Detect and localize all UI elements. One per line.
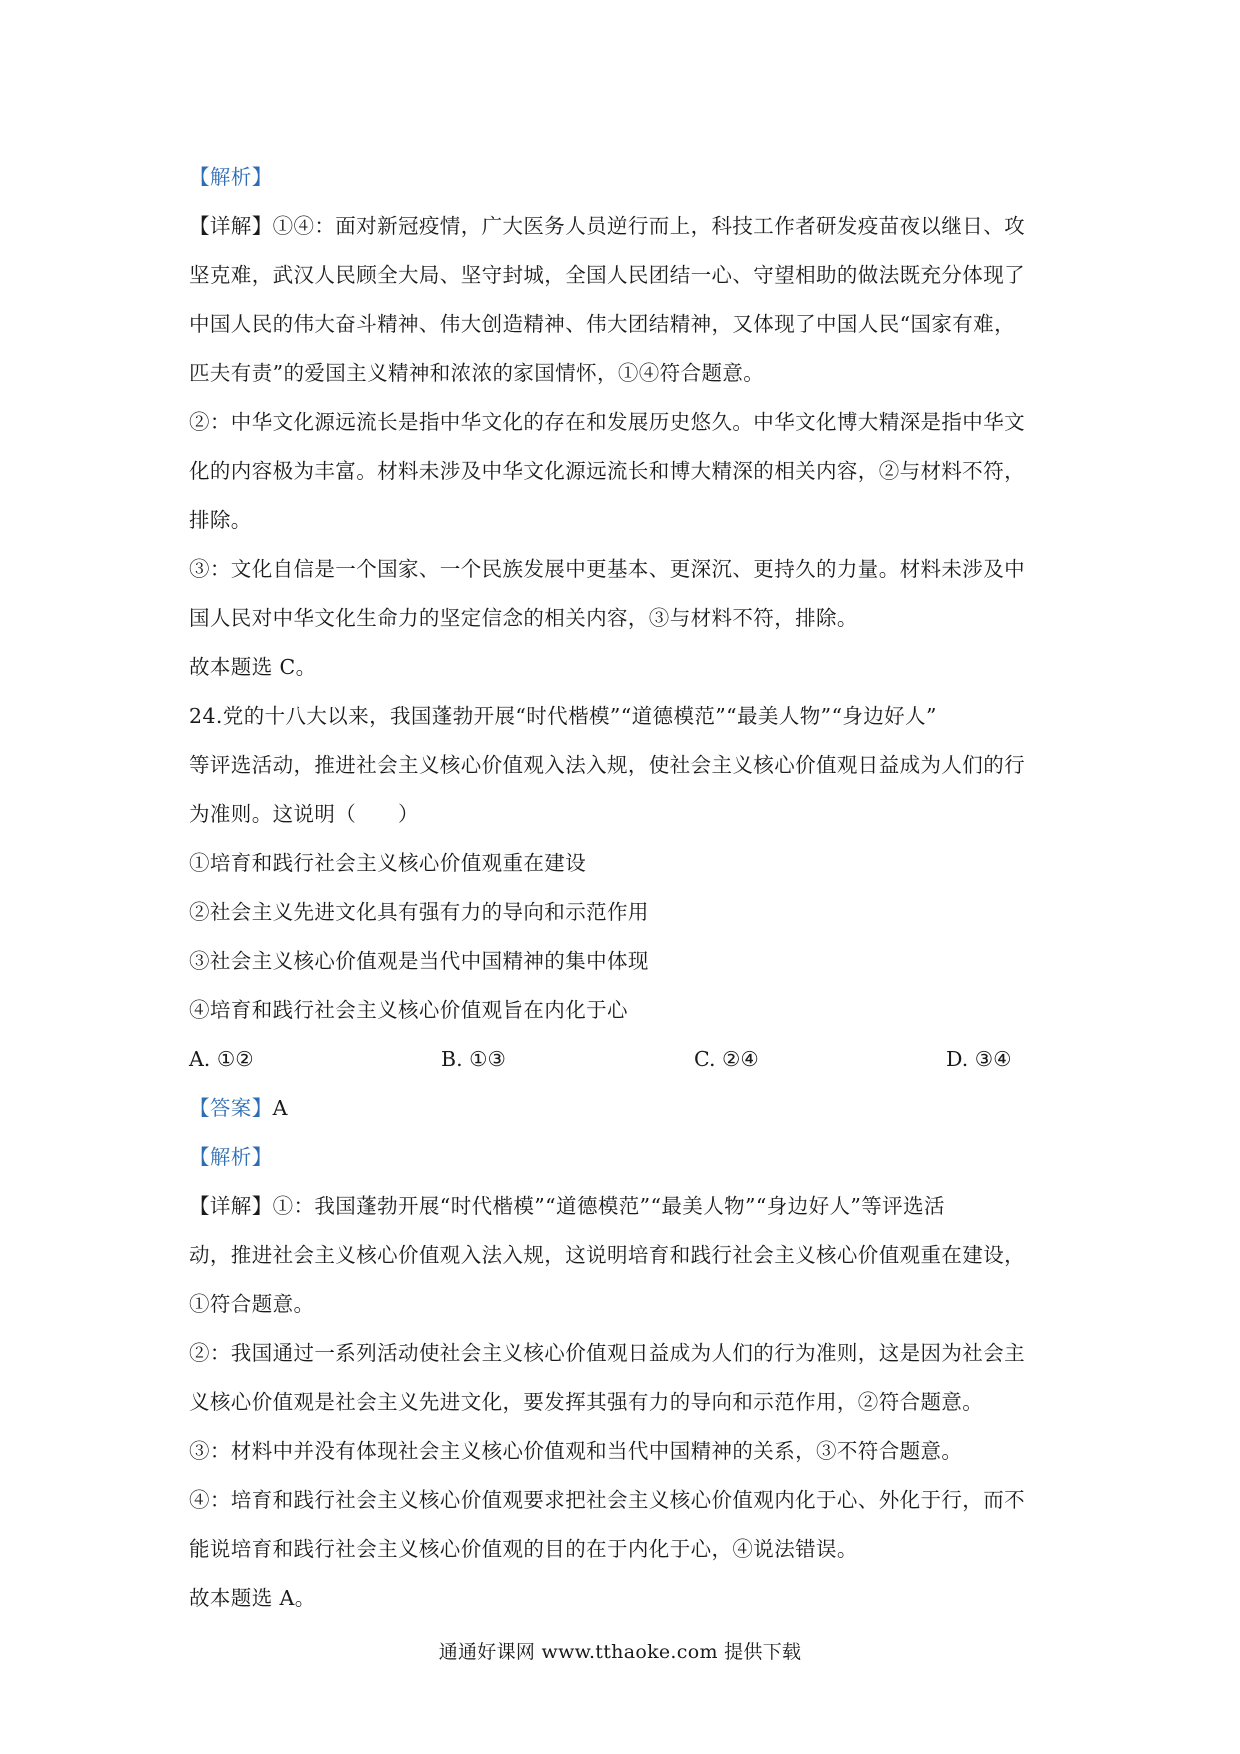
page-content: [189, 153, 1059, 1623]
option-b: B. ①③: [441, 1047, 506, 1071]
q24-point4-line: ④：培育和践行社会主义核心价值观要求把社会主义核心价值观内化于心、外化于行，而不: [189, 1488, 1025, 1512]
q23-detail-line: 匹夫有责”的爱国主义精神和浓浓的家国情怀，①④符合题意。: [189, 361, 765, 385]
option-d: D. ③④: [946, 1047, 1012, 1071]
q24-analysis-heading: [189, 1133, 1059, 1182]
q23-point3-paragraph: [189, 545, 1059, 643]
q24-point2-line: ②：我国通过一系列活动使社会主义核心价值观日益成为人们的行为准则，这是因为社会主: [189, 1341, 1025, 1365]
option-a: A. ①②: [189, 1047, 254, 1071]
q24-stem-line: 24.党的十八大以来，我国蓬勃开展“时代楷模”“道德模范”“最美人物”“身边好人”: [189, 704, 937, 728]
q24-point4-paragraph: [189, 1476, 1059, 1574]
q23-conclusion: 故本题选 C。: [189, 655, 317, 679]
q24-point2-line: 义核心价值观是社会主义先进文化，要发挥其强有力的导向和示范作用，②符合题意。: [189, 1390, 984, 1414]
q24-stem: [189, 692, 1059, 839]
q24-statements: [189, 839, 1059, 1035]
q24-conclusion: 故本题选 A。: [189, 1586, 316, 1610]
q24-stem-line: 等评选活动，推进社会主义核心价值观入法入规，使社会主义核心价值观日益成为人们的行: [189, 753, 1025, 777]
q23-point3-line: ③：文化自信是一个国家、一个民族发展中更基本、更深沉、更持久的力量。材料未涉及中: [189, 557, 1025, 581]
q23-detail-line: 中国人民的伟大奋斗精神、伟大创造精神、伟大团结精神，又体现了中国人民“国家有难，: [189, 312, 1015, 336]
q23-analysis-heading: [189, 153, 1059, 202]
page-footer: 通通好课网 www.tthaoke.com 提供下载: [438, 1641, 802, 1663]
option-c: C. ②④: [694, 1047, 759, 1071]
q23-point2-line: ②：中华文化源远流长是指中华文化的存在和发展历史悠久。中华文化博大精深是指中华文: [189, 410, 1025, 434]
answer-tag: 【答案】: [189, 1096, 273, 1120]
q23-point3-line: 国人民对中华文化生命力的坚定信念的相关内容，③与材料不符，排除。: [189, 606, 858, 630]
q24-statement: ④培育和践行社会主义核心价值观旨在内化于心: [189, 998, 628, 1022]
q24-answer: [189, 1084, 1059, 1133]
q24-point3-paragraph: [189, 1427, 1059, 1476]
q24-detail-line: [189, 1182, 1059, 1231]
q23-point2-line: 排除。: [189, 508, 252, 532]
answer-value: A: [272, 1096, 288, 1120]
q23-point2-paragraph: [189, 398, 1059, 545]
q24-point4-line: 能说培育和践行社会主义核心价值观的目的在于内化于心，④说法错误。: [189, 1537, 858, 1561]
q24-detail-paragraph: [189, 1182, 1059, 1329]
q24-stem-line: 为准则。这说明（ ）: [189, 802, 419, 826]
text-line: ①：我国蓬勃开展“时代楷模”“道德模范”“最美人物”“身边好人”等评选活: [272, 1194, 945, 1218]
q23-detail-line: [189, 202, 1059, 251]
analysis-tag: 【解析】: [189, 1145, 273, 1169]
q23-detail-paragraph: [189, 202, 1059, 398]
q23-point2-line: 化的内容极为丰富。材料未涉及中华文化源远流长和博大精深的相关内容，②与材料不符，: [189, 459, 1025, 483]
q24-statement: ③社会主义核心价值观是当代中国精神的集中体现: [189, 949, 649, 973]
q24-statement: ②社会主义先进文化具有强有力的导向和示范作用: [189, 900, 649, 924]
q24-point3-line: ③：材料中并没有体现社会主义核心价值观和当代中国精神的关系，③不符合题意。: [189, 1439, 963, 1463]
detail-tag: 【详解】: [189, 1194, 273, 1218]
q24-detail-line: ①符合题意。: [189, 1292, 315, 1316]
q24-point2-paragraph: [189, 1329, 1059, 1427]
q24-statement: ①培育和践行社会主义核心价值观重在建设: [189, 851, 587, 875]
analysis-tag: 【解析】: [189, 165, 273, 189]
text-line: ①④：面对新冠疫情，广大医务人员逆行而上，科技工作者研发疫苗夜以继日、攻: [272, 214, 1026, 238]
q24-options: [189, 1035, 1059, 1084]
q23-detail-line: 坚克难，武汉人民顾全大局、坚守封城，全国人民团结一心、守望相助的做法既充分体现了: [189, 263, 1025, 287]
detail-tag: 【详解】: [189, 214, 273, 238]
q24-detail-line: 动，推进社会主义核心价值观入法入规，这说明培育和践行社会主义核心价值观重在建设，: [189, 1243, 1025, 1267]
